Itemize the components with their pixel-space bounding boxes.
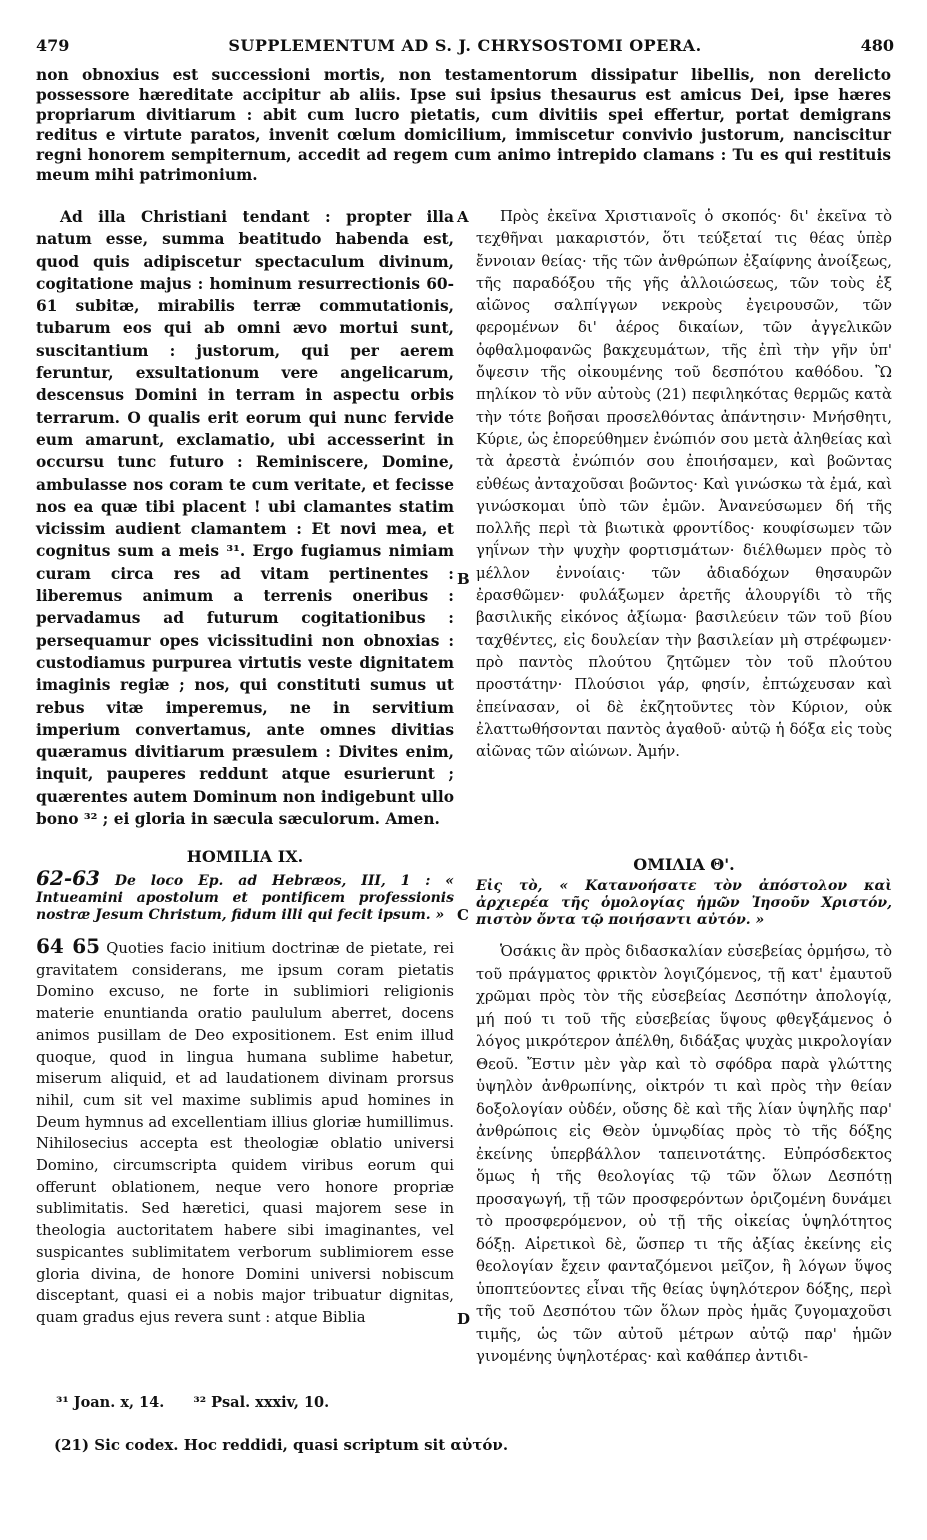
margin-marker-a: A	[457, 208, 469, 226]
greek-column-part1: Πρὸς ἐκεῖνα Χριστιανοῖς ὁ σκοπός· δι' ἐκεῖνα τὸ τεχθῆναι μακαριστόν, ὅτι τεύξεταί τις θέας ὑπὲρ ἔννοιαν θείας· τῆς τῶν ἀνθρώπων ἐξαίφνης ἀνοίξεως, τῆς παραδόξου τῆς γῆς ἀλλοιώσεως, τῶν τοὺς ἐξ αἰῶνος σαλπίγγων νεκροὺς ἐγειρουσῶν, τῶν φερομένων δι' ἀέρος δικαίων, τῶν ἀγγελικῶν ὀφθαλμοφανῶς βακχευμάτων, τῆς ἐπὶ τὴν γῆν ὑπ' ὄψεσιν τῆς οἰκουμένης τοῦ δεσπότου καθόδου. Ὢ πηλίκον τὸ νῦν αὐτοὺς (21) πεφιληκότας θερμῶς κατὰ τὴν τότε βοῆσαι προσελθόντας ἀπάντησιν· Μνήσθητι, Κύριε, ὡς ἐπορεύθημεν ἐνώπιόν σου μετὰ ἀληθείας καὶ τὰ ἀρεστὰ ἐνώπιόν σου ἐποιήσαμεν, καὶ βοῶντας εὐθέως ἀνταχοῦσαι βοῶντος· Καὶ γινώσκω τὰ ἐμά, καὶ γινώσκομαι ὑπὸ τῶν ἐμῶν. Ἀνανεύσωμεν δή τῆς πολλῆς περὶ τὰ βιωτικὰ φροντίδος· κουφίσωμεν τῶν γηΐνων τὴν ψυχὴν φορτισμάτων· διέλθωμεν πρὸς τὸ μέλλον ἐννοίαις· τῶν ἀδιαδόχων θησαυρῶν ἐρασθῶμεν· φυλάξωμεν ἀρετῆς ἁλουργίδι τὸ τῆς βασιλικῆς εἰκόνος ἀξίωμα· βασιλεύειν τῶν τοῦ βίου ταχθέντες, εἰς δουλείαν τὴν βασιλείαν μὴ στρέφωμεν· πρὸ παντὸς πλούτου ζητῶμεν τὸν τοῦ πλούτου προστάτην· Πλούσιοι γάρ, φησίν, ἐπτώχευσαν καὶ ἐπείνασαν, οἱ δὲ ἐκζητοῦντες τὸν Κύριον, οὐκ ἐλαττωθήσονται παντὸς ἀγαθοῦ· αὐτῷ ἡ δόξα εἰς τοὺς αἰῶνας τῶν αἰώνων. Ἀμήν.	[476, 208, 893, 761]
greek-homily-heading: ΟΜΙΛΙΑ Θ'.	[633, 855, 735, 874]
footnote-31: ³¹ Joan. x, 14.	[56, 1394, 165, 1411]
latin-homily-section	[36, 846, 454, 1329]
latin-homily-body	[36, 936, 454, 1329]
greek-homily-subtitle: Εἰς τὸ, « Κατανοήσατε τὸν ἀπόστολον καὶ ἀρχιερέα τῆς ὁμολογίας ἡμῶν Ἰησοῦν Χριστόν, πιστὸν ὄντα τῷ ποιήσαντι αὐτόν. »	[476, 878, 892, 928]
column-number-64-65: 64 65	[36, 934, 101, 958]
latin-body-text: Quoties facio initium doctrinæ de pietate, rei gravitatem considerans, me ipsum coram pietatis Domino excuso, ne forte in sublimiori religionis materie enuntianda oratio paululum aberret, docens animos pusillam de Deo expositionem. Est enim illud quoque, quod in lingua humana sublime habetur, miserum aliquid, et ad laudationem divinam prorsus nihil, cum sit vel maxime sublimis apud homines in Deum hymnus ad excellentiam illius gloriæ humillimus. Nihilosecius accepta est theologiæ oblatio universi Domino, circumscripta quidem viribus eorum qui offerunt oblationem, neque vero honore propriæ sublimitatis. Sed hæretici, quasi majorem sese in theologia auctoritatem habere sibi imaginantes, vel suspicantes sublimitatem verborum sublimiorem esse gloria divina, de honore Domini universi nobiscum disceptant, quasi ei a nobis major tribuatur dignitas, quam gradus ejus revera sunt : atque Biblia	[36, 940, 454, 1326]
intro-paragraph: non obnoxius est successioni mortis, non testamentorum dissipatur libellis, non derelicto possessore hæreditate accipitur ab aliis. Ipse sui ipsius thesaurus est amicus Dei, ipse hæres propriarum divitiarum : abit cum lucro pietatis, cum divitiis spei effertur, portat demigrans reditus e virtute paratos, invenit cœlum domicilium, immiscetur convivio justorum, nanciscitur regni honorem sempiternum, accedit ad regem cum animo intrepido clamans : Tu es qui restituis meum mihi patrimonium.	[36, 66, 891, 184]
latin-subtitle-text: De loco Ep. ad Hebræos, III, 1 : « Intueamini apostolum et pontificem professionis nostræ Jesum Christum, fidum illi qui fecit ipsum. »	[36, 873, 455, 923]
page-number-left: 479	[36, 36, 70, 55]
greek-homily-section	[476, 854, 892, 1369]
latin-homily-subtitle	[36, 866, 455, 924]
greek-homily-body: Ὁσάκις ἂν πρὸς διδασκαλίαν εὐσεβείας ὁρμήσω, τὸ τοῦ πράγματος φρικτὸν λογιζόμενος, τῇ κατ' ἐμαυτοῦ χρῶμαι πρὸς τὸν τῆς εὐσεβείας Δεσπότην ἀπολογίᾳ, μή πού τι τοῦ τῆς εὐσεβείας ὕψους φθεγξάμενος ὁ λόγος μικρότερον ἀπέλθη, διδάξας ψυχὰς μικρολογίαν Θεοῦ. Ἔστιν μὲν γὰρ καὶ τὸ σφόδρα παρὰ γλώττης ὑψηλὸν ἀνθρωπίνης, οἰκτρόν τι καὶ πρὸς τὴν θείαν δοξολογίαν οὐδέν, οὔσης δὲ καὶ τῆς λίαν ὑψηλῆς παρ' ἀνθρώποις εἰς Θεὸν ὑμνῳδίας πρὸς τὸ τῆς δόξης ἐκείνης ὑπερβάλλον ταπεινοτάτης. Εὐπρόσδεκτος ὅμως ἡ τῆς θεολογίας τῷ τῶν ὅλων Δεσπότῃ προσαγωγή, τῇ τῶν προσφερόντων ὁριζομένη δυνάμει τὸ προσφερόμενον, οὐ τῇ τῆς οἰκείας ὑψηλότητος δόξῃ. Αἱρετικοὶ δὲ, ὥσπερ τι τῆς ἀξίας ἐκείνης εἰς θεολογίαν ἔχειν φανταζόμενοι μεῖζον, ἢ λόγων ὕψος ὑποπτεύοντες εἶναι τῆς θείας ὑψηλότερον δόξης, περὶ τῆς τοῦ Δεσπότου τῶν ὅλων πρὸς ἡμᾶς ζυγομαχοῦσι τιμῆς, ὡς τῶν αὐτοῦ μέτρων αὐτῷ παρ' ἡμῶν γινομένης ὑψηλοτέρας· καὶ καθάπερ ἀντιδι-	[476, 943, 892, 1365]
codex-note: (21) Sic codex. Hoc reddidi, quasi scriptum sit αὐτόν.	[54, 1436, 509, 1454]
running-header	[36, 36, 894, 58]
footnote-32: ³² Psal. xxxiv, 10.	[193, 1394, 330, 1411]
page-number-right: 480	[860, 36, 894, 55]
latin-column-part1: Ad illa Christiani tendant : propter illa natum esse, summa beatitudo habenda est, quod quis adipiscetur spectaculum divinum, cogitatione majus : hominum resurrectionis 60-61 subitæ, mirabilis terræ commutationis, tubarum eos qui ab omni ævo mortui sunt, suscitantium : justorum, qui per aerem feruntur, exsultationum vere angelicarum, descensus Domini in terram in aspectu orbis terrarum. O qualis erit eorum qui nunc fervide eum amarunt, exclamatio, ubi accesserint in occursu tunc futuro : Reminiscere, Domine, ambulasse nos coram te cum veritate, et fecisse nos ea quæ tibi placent ! ubi clamantes statim vicissim audient clamantem : Et novi mea, et cognitus sum a meis ³¹. Ergo fugiamus nimiam curam circa res ad vitam pertinentes : liberemus animum a terrenis oneribus : pervadamus ad futurum cogitationibus : persequamur opes vicissitudini non obnoxias : custodiamus purpurea virtutis veste dignitatem imaginis regiæ ; nos, qui constituti sumus ut rebus vitæ imperemus, ne in servitium imperium convertamus, ante omnes divitias quæramus divitiarum præsulem : Divites enim, inquit, pauperes reddunt atque esurierunt ; quærentes autem Dominum non indigebunt ullo bono ³² ; ei gloria in sæcula sæculorum. Amen.	[36, 208, 454, 829]
latin-homily-heading: HOMILIA IX.	[186, 847, 304, 866]
footnotes	[56, 1394, 353, 1411]
margin-marker-d: D	[457, 1310, 471, 1328]
margin-marker-b: B	[457, 570, 470, 588]
margin-marker-c: C	[457, 906, 469, 924]
column-number-62-63: 62-63	[36, 866, 100, 890]
running-title: SUPPLEMENTUM AD S. J. CHRYSOSTOMI OPERA.	[228, 36, 702, 55]
